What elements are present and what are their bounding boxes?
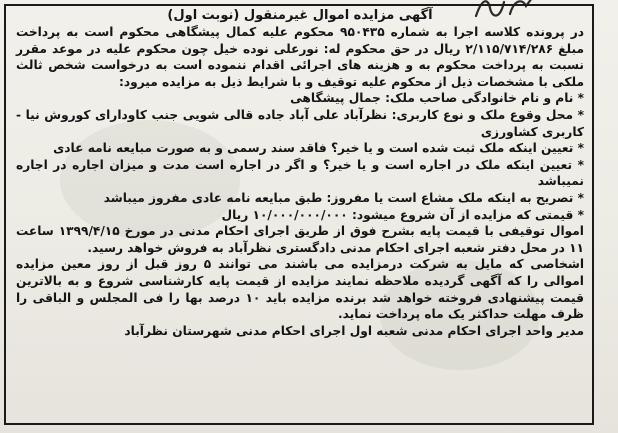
- starting-price: * قیمتی که مزایده از آن شروع میشود: ۱۰/۰۰۰/۰۰۰/۰۰۰ ریال: [221, 207, 584, 222]
- registration-status: * تعیین اینکه ملک ثبت شده است و یا خیر؟ فاقد سند رسمی و به صورت مبایعه نامه عادی: [53, 141, 584, 156]
- ownership-type: * تصریح به اینکه ملک مشاع است یا مفروز: طبق مبایعه نامه عادی مفروز میباشد: [103, 190, 584, 205]
- property-location: * محل وقوع ملک و نوع کاربری: نظرآباد علی آباد جاده قالی شویی جنب کاودارای کوروش نیا - کاربری کشاورزی: [16, 107, 584, 139]
- auction-date-place: اموال توقیفی با قیمت پایه بشرح فوق از طریق اجرای احکام مدنی در مورخ ۱۳۹۹/۴/۱۵ ساعت ۱۱ در محل دفتر شعبه اجرای احکام مدنی دادگستری نظرآباد به فروش خواهد رسید.: [16, 224, 584, 255]
- notice-title: آگهی مزایده اموال غیرمنقول (نوبت اول): [167, 8, 433, 23]
- lease-status: * تعیین اینکه ملک در اجاره است و یا خیر؟ و اگر در اجاره است مدت و میزان اجاره در اجاره نمیباشد: [16, 157, 584, 189]
- owner-name: * نام و نام خانوادگی صاحب ملک: جمال پیشگاهی: [290, 91, 584, 106]
- notice-intro: در پرونده کلاسه اجرا به شماره ۹۵۰۴۳۵ محکوم علیه کمال پیشگاهی محکوم است به پرداخت مبلغ ۲/۱۱۵/۷۱۴/۲۸۶ ریال در حق محکوم له: نورعلی نوده خیل چون محکوم علیه در موعد مقرر نسبت به پرداخت محکوم به و هزینه های اجرائی اقدام ننموده است به درخواست شخص ثالث ملکی با مشخصات ذیل از محکوم علیه توقیف و با شرایط ذیل به مزایده میرود:: [16, 25, 584, 89]
- auction-conditions: اشخاصی که مایل به شرکت درمزایده می باشند می توانند ۵ روز قبل از روز معین مزایده اموالی را که آگهی گردیده ملاحظه نمایند مزایده از قیمت پایه کارشناسی شروع و به بالاترین قیمت پیشنهادی فروخته خواهد شد برنده مزایده باید ۱۰ درصد بها را فی المجلس و الباقی را ظرف مهلت حداکثر یک ماه پرداخت نماید.: [16, 257, 585, 322]
- signature-line: مدیر واحد اجرای احکام مدنی شعبه اول اجرای احکام مدنی شهرستان نظرآباد: [124, 323, 584, 338]
- auction-notice: [4, 4, 594, 425]
